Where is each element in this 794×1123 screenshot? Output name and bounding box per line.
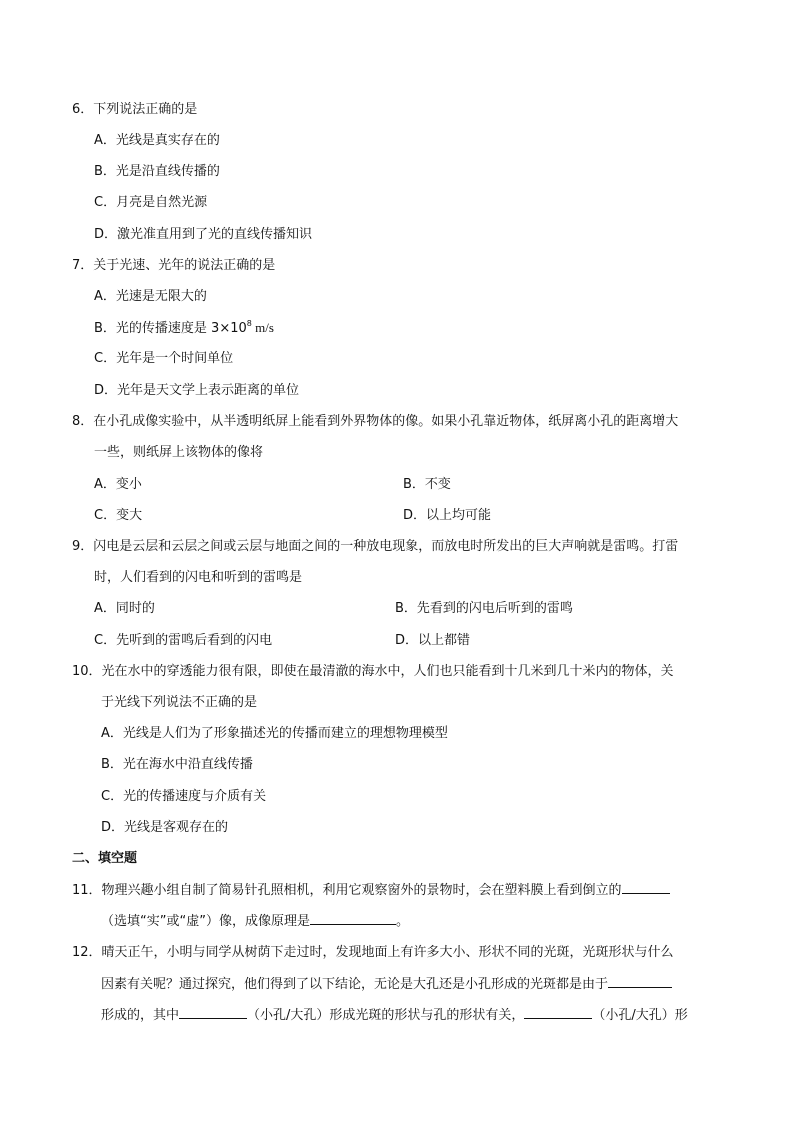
q7-option-b-exponent: 8: [246, 318, 252, 328]
q11-line1: [72, 880, 670, 901]
q7-option-d: D．光年是天文学上表示距离的单位: [94, 383, 300, 398]
q12-line3-text-a: 形成的，其中: [101, 1008, 180, 1023]
q7-option-c: C．光年是一个时间单位: [94, 351, 234, 366]
q11-line1-text: 11．物理兴趣小组自制了简易针孔照相机，利用它观察窗外的景物时，会在塑料膜上看到倒立的: [72, 883, 622, 898]
q7-option-b: [94, 318, 274, 339]
q6-option-c: C．月亮是自然光源: [94, 195, 208, 210]
q10-option-c: C．光的传播速度与介质有关: [101, 789, 267, 804]
q12-line3: [101, 1005, 688, 1026]
section-heading-fill-in: 二、填空题: [72, 851, 138, 866]
q12-blank-1[interactable]: [608, 974, 672, 988]
q9-option-b: B．先看到的闪电后听到的雷鸣: [395, 601, 573, 616]
q9-option-d: D．以上都错: [395, 633, 471, 648]
q8-option-d: D．以上均可能: [403, 508, 492, 523]
q12-line1: 12．晴天正午，小明与同学从树荫下走过时，发现地面上有许多大小、形状不同的光斑，光斑形状与什么: [72, 945, 674, 960]
q11-line2-text-b: 。: [395, 914, 409, 929]
q8-stem-line2: 一些，则纸屏上该物体的像将: [94, 445, 264, 460]
q8-option-a: A．变小: [94, 477, 142, 492]
q6-option-b: B．光是沿直线传播的: [94, 164, 220, 179]
q10-stem-line2: 于光线下列说法不正确的是: [101, 695, 258, 710]
q8-option-b: B．不变: [403, 477, 451, 492]
q7-option-a: A．光速是无限大的: [94, 289, 207, 304]
q8-stem-line1: 8．在小孔成像实验中，从半透明纸屏上能看到外界物体的像。如果小孔靠近物体，纸屏离小孔的距离增大: [72, 414, 679, 429]
q12-blank-2[interactable]: [179, 1005, 247, 1019]
q9-stem-line1: 9．闪电是云层和云层之间或云层与地面之间的一种放电现象，而放电时所发出的巨大声响就是雷鸣。打雷: [72, 539, 679, 554]
q12-blank-3[interactable]: [524, 1005, 592, 1019]
q10-option-d: D．光线是客观存在的: [101, 820, 229, 835]
q12-line3-text-b: （小孔/大孔）形成光斑的形状与孔的形状有关，: [247, 1008, 525, 1023]
q9-stem-line2: 时，人们看到的闪电和听到的雷鸣是: [94, 570, 303, 585]
q12-line3-text-c: （小孔/大孔）形: [592, 1008, 688, 1023]
q6-stem: 6．下列说法正确的是: [72, 102, 198, 117]
q9-option-a: A．同时的: [94, 601, 155, 616]
q11-line2-text-a: （选填“实”或“虚”）像，成像原理是: [101, 914, 310, 929]
q12-line2-text: 因素有关呢？通过探究，他们得到了以下结论，无论是大孔还是小孔形成的光斑都是由于: [101, 977, 609, 992]
q9-option-c: C．先听到的雷鸣后看到的闪电: [94, 633, 273, 648]
q10-stem-line1: 10．光在水中的穿透能力很有限，即使在最清澈的海水中，人们也只能看到十几米到几十米内的物体，关: [72, 664, 674, 679]
q12-line2: [101, 974, 672, 995]
q10-option-a: A．光线是人们为了形象描述光的传播而建立的理想物理模型: [101, 726, 448, 741]
q10-option-b: B．光在海水中沿直线传播: [101, 757, 253, 772]
q6-option-d: D．激光准直用到了光的直线传播知识: [94, 227, 313, 242]
q11-blank-1[interactable]: [622, 880, 670, 894]
q7-stem: 7．关于光速、光年的说法正确的是: [72, 258, 276, 273]
q7-option-b-unit: m/s: [251, 320, 274, 335]
q11-line2: [101, 911, 409, 932]
q7-option-b-text: B．光的传播速度是 3×10: [94, 321, 247, 336]
q6-option-a: A．光线是真实存在的: [94, 133, 220, 148]
q11-blank-2[interactable]: [310, 911, 396, 925]
q8-option-c: C．变大: [94, 508, 143, 523]
